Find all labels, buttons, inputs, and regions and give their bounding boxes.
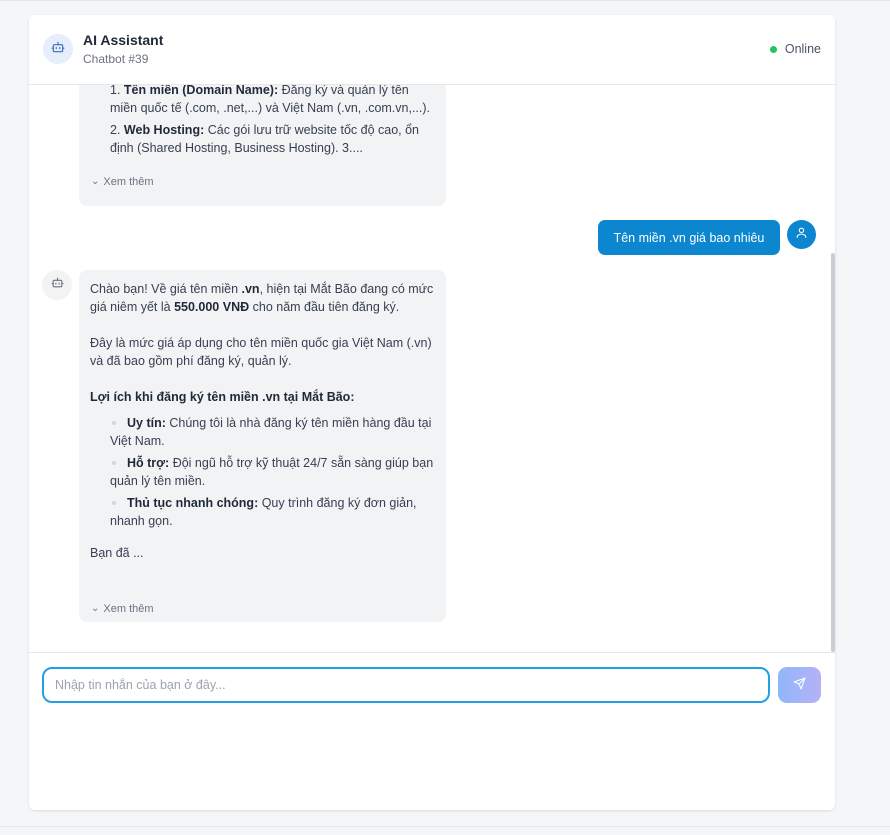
chat-subtitle: Chatbot #39 [83,52,149,66]
user-avatar [787,220,816,249]
robot-icon [51,40,65,59]
composer [29,652,835,810]
chat-header [29,15,835,85]
bot-message [79,270,446,622]
bullet-icon [112,461,116,465]
user-icon [795,226,808,244]
bot-avatar [43,34,73,64]
online-status [770,42,821,56]
bot-message [79,85,446,206]
chat-window [29,15,835,810]
status-dot-icon [770,46,777,53]
list-item: Thủ tục nhanh chóng: Quy trình đăng ký đơn giản, nhanh gọn. [110,496,417,528]
robot-icon [51,276,64,294]
bot-avatar [42,270,72,300]
list-item: 2. Web Hosting: Các gói lưu trữ website tốc độ cao, ổn định (Shared Hosting, Business Hosting). 3.... [110,123,420,155]
status-label: Online [784,42,821,56]
see-more-link[interactable]: ⌄ Xem thêm [91,173,154,191]
list-item: Hỗ trợ: Đội ngũ hỗ trợ kỹ thuật 24/7 sẵn sàng giúp bạn quản lý tên miền. [110,456,434,488]
send-button[interactable] [778,667,821,703]
benefits-heading: Lợi ích khi đăng ký tên miền .vn tại Mắt Bão: [90,390,355,404]
list-item: Uy tín: Chúng tôi là nhà đăng ký tên miền hàng đầu tại Việt Nam. [110,416,432,448]
scrollbar[interactable] [831,253,835,652]
message-list[interactable] [29,85,835,652]
chevron-down-icon: ⌄ [91,603,100,614]
message-input[interactable] [42,667,770,703]
send-icon [793,677,806,693]
bullet-icon [112,501,116,505]
chevron-down-icon: ⌄ [91,176,100,187]
list-item: 1. Tên miền (Domain Name): Đăng ký và quản lý tên miền quốc tế (.com, .net,...) và Việt Nam (.vn, .com.vn,...). [110,85,431,115]
page-top-divider [0,0,890,1]
message-tail: Bạn đã ... [90,546,144,560]
bullet-icon [112,421,116,425]
see-more-link[interactable]: ⌄ Xem thêm [91,600,154,618]
page-bottom-divider [0,826,890,827]
message-paragraph: Chào bạn! Về giá tên miền .vn, hiện tại Mắt Bão đang có mức giá niêm yết là 550.000 VNĐ cho năm đầu tiên đăng ký. [90,282,434,314]
chat-title: AI Assistant [83,32,164,48]
user-message: Tên miền .vn giá bao nhiêu [598,220,780,255]
message-paragraph: Đây là mức giá áp dụng cho tên miền quốc gia Việt Nam (.vn) và đã bao gồm phí đăng ký, quản lý. [90,336,432,368]
